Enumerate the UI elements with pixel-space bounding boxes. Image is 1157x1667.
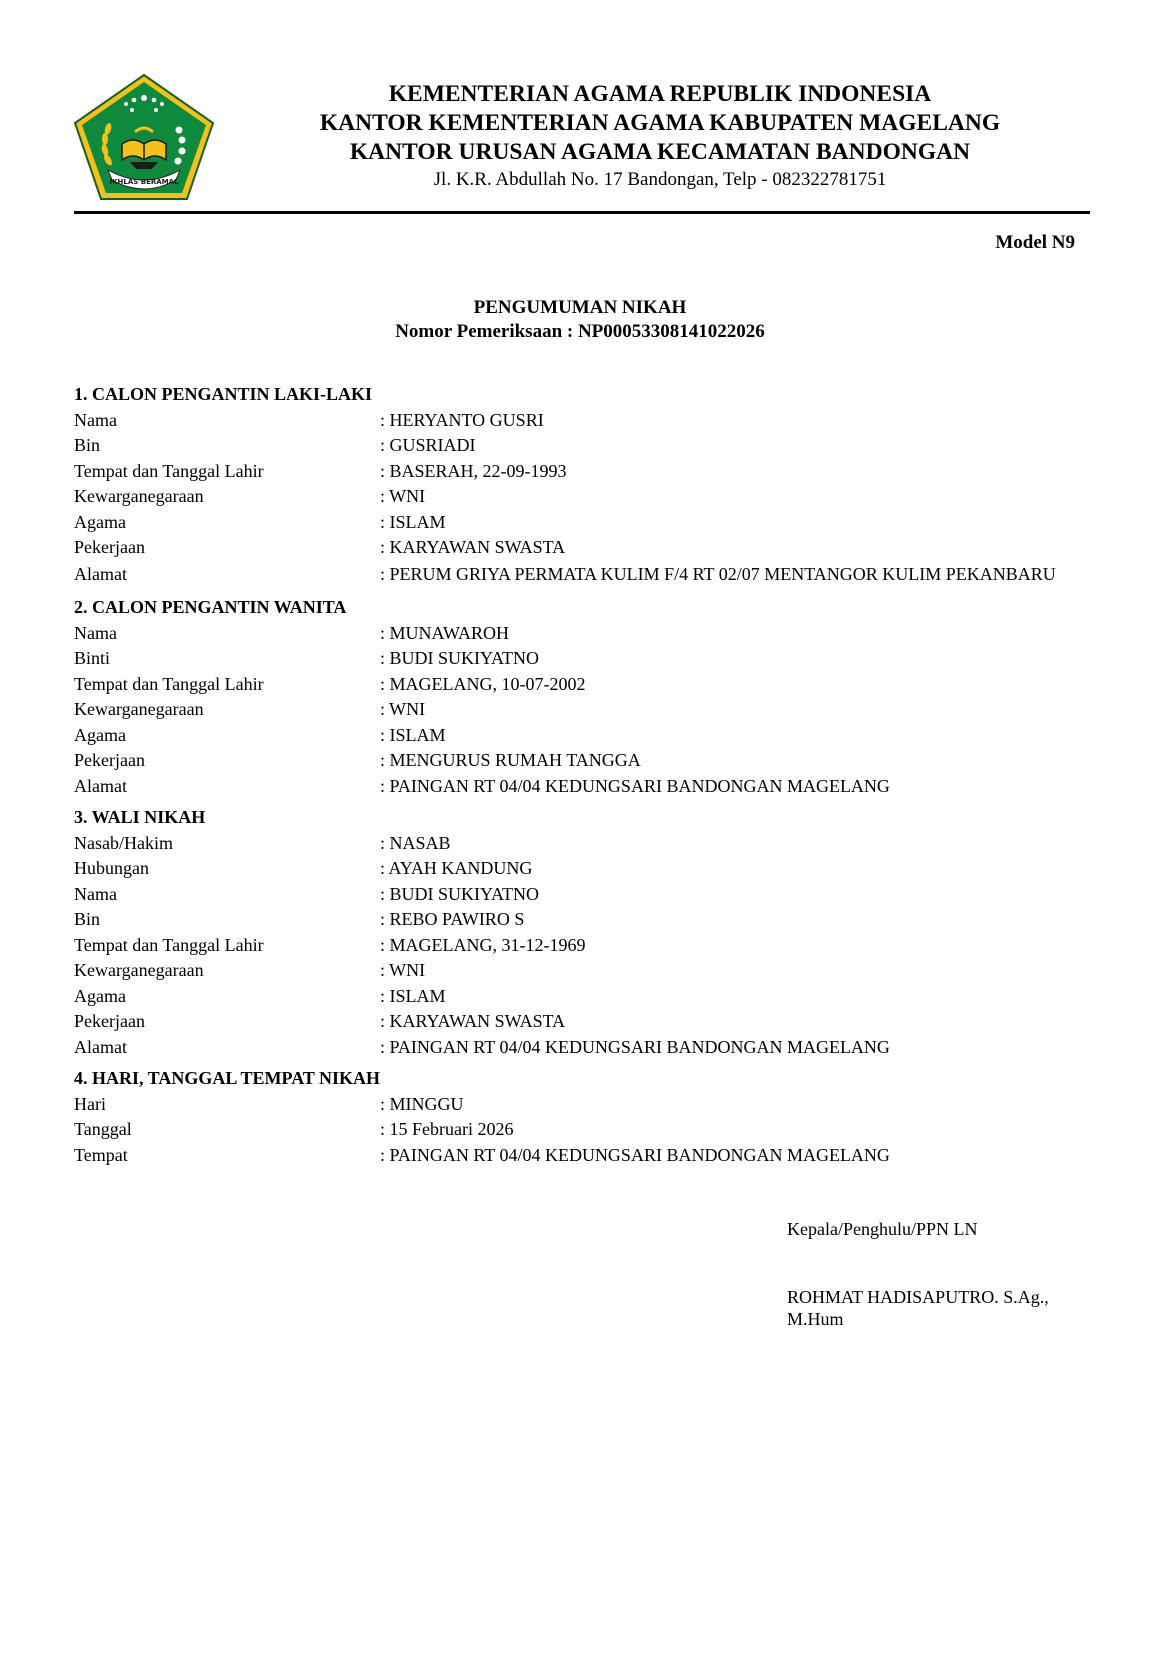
field-value: : PAINGAN RT 04/04 KEDUNGSARI BANDONGAN MAGELANG: [380, 1144, 890, 1165]
field-label: Alamat: [74, 564, 127, 585]
field-label: Tempat: [74, 1144, 128, 1165]
field-value: : PAINGAN RT 04/04 KEDUNGSARI BANDONGAN MAGELANG: [380, 775, 890, 796]
field-value: : NASAB: [380, 832, 451, 853]
section-ceremony: [74, 1066, 1074, 1168]
field-value: : KARYAWAN SWASTA: [380, 537, 566, 557]
field-label: Nama: [74, 409, 117, 430]
section-title: 3. WALI NIKAH: [74, 807, 206, 827]
field-label: Hari: [74, 1093, 106, 1114]
section-title: 2. CALON PENGANTIN WANITA: [74, 597, 347, 617]
letterhead-line-2: KANTOR KEMENTERIAN AGAMA KABUPATEN MAGELANG: [319, 110, 1001, 136]
field-row: [74, 933, 1074, 959]
section-title: 1. CALON PENGANTIN LAKI-LAKI: [74, 384, 373, 404]
field-label: Alamat: [74, 775, 127, 796]
field-value: : BUDI SUKIYATNO: [380, 648, 540, 668]
field-value: : AYAH KANDUNG: [380, 858, 533, 878]
field-row: [74, 646, 1074, 672]
field-label: Kewarganegaraan: [74, 486, 204, 506]
field-value: : WNI: [380, 486, 426, 506]
field-row: [74, 958, 1074, 984]
field-row: [74, 1117, 1074, 1143]
model-code: Model N9: [995, 232, 1075, 253]
field-label: Nama: [74, 883, 117, 904]
field-value: : WNI: [380, 960, 426, 980]
field-label: Pekerjaan: [74, 537, 145, 557]
field-row: [74, 408, 1074, 434]
field-label: Nasab/Hakim: [74, 832, 173, 853]
field-label: Agama: [74, 985, 126, 1006]
field-value: : REBO PAWIRO S: [380, 909, 525, 929]
field-row: [74, 484, 1074, 510]
field-row: [74, 882, 1074, 908]
field-row: [74, 459, 1074, 485]
field-row: [74, 672, 1074, 698]
field-label: Pekerjaan: [74, 1011, 145, 1031]
section-bride: [74, 595, 1074, 799]
field-value: : GUSRIADI: [380, 435, 476, 455]
letterhead: [230, 80, 1090, 193]
letterhead-address: Jl. K.R. Abdullah No. 17 Bandongan, Telp - 082322781751: [433, 169, 887, 190]
field-value: : PAINGAN RT 04/04 KEDUNGSARI BANDONGAN MAGELANG: [380, 1036, 890, 1057]
field-value: : MAGELANG, 31-12-1969: [380, 934, 586, 955]
document-body: [74, 382, 1074, 1174]
field-row: [74, 748, 1074, 774]
document-title: PENGUMUMAN NIKAH: [473, 297, 687, 318]
field-value: : 15 Februari 2026: [380, 1119, 514, 1139]
field-row: [74, 561, 1074, 590]
field-value: : ISLAM: [380, 985, 446, 1006]
field-label: Tempat dan Tanggal Lahir: [74, 934, 264, 955]
signatory-name: ROHMAT HADISAPUTRO. S.Ag., M.Hum: [787, 1287, 1049, 1329]
field-row: [74, 510, 1074, 536]
field-value: : KARYAWAN SWASTA: [380, 1011, 566, 1031]
signature-block: [787, 1218, 1087, 1330]
field-row: [74, 723, 1074, 749]
field-row: [74, 433, 1074, 459]
field-label: Agama: [74, 724, 126, 745]
field-row: [74, 1092, 1074, 1118]
field-value: : ISLAM: [380, 724, 446, 745]
letterhead-line-3: KANTOR URUSAN AGAMA KECAMATAN BANDONGAN: [349, 139, 971, 165]
field-label: Alamat: [74, 1036, 127, 1057]
field-value: : MUNAWAROH: [380, 622, 510, 643]
field-label: Nama: [74, 622, 117, 643]
document-title-block: [0, 296, 1157, 344]
field-label: Hubungan: [74, 858, 149, 878]
section-groom: [74, 382, 1074, 589]
field-label: Bin: [74, 435, 101, 455]
header-divider: [74, 211, 1090, 214]
field-row: [74, 907, 1074, 933]
field-value: : HERYANTO GUSRI: [380, 409, 544, 430]
field-label: Tempat dan Tanggal Lahir: [74, 673, 264, 694]
field-row: [74, 856, 1074, 882]
field-value: : MINGGU: [380, 1093, 464, 1114]
field-label: Kewarganegaraan: [74, 960, 204, 980]
field-row: [74, 984, 1074, 1010]
ministry-logo-icon: [72, 72, 216, 202]
field-row: [74, 1035, 1074, 1061]
field-label: Pekerjaan: [74, 750, 145, 770]
field-value: : PERUM GRIYA PERMATA KULIM F/4 RT 02/07 MENTANGOR KULIM PEKANBARU: [380, 564, 1056, 585]
field-value: : MAGELANG, 10-07-2002: [380, 673, 586, 694]
field-label: Kewarganegaraan: [74, 699, 204, 719]
field-row: [74, 621, 1074, 647]
document-number: Nomor Pemeriksaan : NP00053308141022026: [395, 321, 765, 342]
field-value: : BASERAH, 22-09-1993: [380, 460, 567, 481]
field-value: : MENGURUS RUMAH TANGGA: [380, 750, 641, 770]
field-value: : ISLAM: [380, 511, 446, 532]
field-label: Binti: [74, 648, 111, 668]
field-row: [74, 1143, 1074, 1169]
logo-ribbon-text: IKHLAS BERAMAL: [109, 178, 179, 186]
field-row: [74, 697, 1074, 723]
field-row: [74, 1009, 1074, 1035]
section-guardian: [74, 805, 1074, 1060]
letterhead-line-1: KEMENTERIAN AGAMA REPUBLIK INDONESIA: [388, 81, 932, 107]
field-label: Bin: [74, 909, 101, 929]
field-label: Agama: [74, 511, 126, 532]
field-row: [74, 535, 1074, 561]
field-value: : BUDI SUKIYATNO: [380, 883, 540, 904]
section-title: 4. HARI, TANGGAL TEMPAT NIKAH: [74, 1068, 381, 1088]
field-label: Tempat dan Tanggal Lahir: [74, 460, 264, 481]
signatory-role: Kepala/Penghulu/PPN LN: [787, 1219, 978, 1239]
field-row: [74, 831, 1074, 857]
field-row: [74, 774, 1074, 800]
field-value: : WNI: [380, 699, 426, 719]
field-label: Tanggal: [74, 1119, 132, 1139]
